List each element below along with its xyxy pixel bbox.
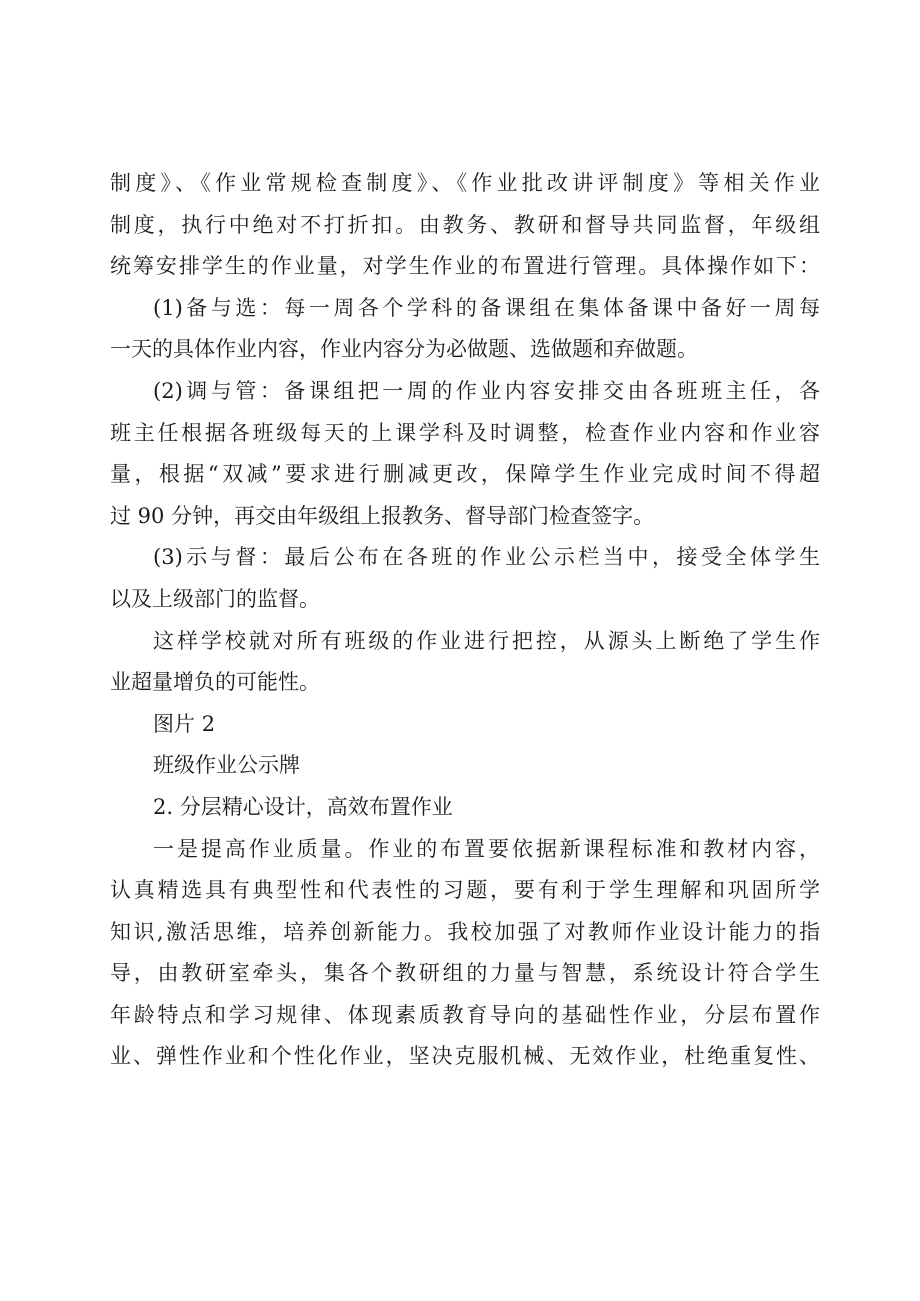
text-line: 这样学校就对所有班级的作业进行把控，从源头上断绝了学生作 [153,628,820,653]
text-line: 2. 分层精心设计，高效布置作业 [153,794,453,819]
text-line: 班主任根据各班级每天的上课学科及时调整，检查作业内容和作业容 [110,420,820,445]
text-line: 知识,激活思维，培养创新能力。我校加强了对教师作业设计能力的指 [110,919,820,944]
text-line: 认真精选具有典型性和代表性的习题，要有利于学生理解和巩固所学 [110,878,820,903]
document-body [110,163,820,1078]
text-line: (2)调与管：备课组把一周的作业内容安排交由各班班主任，各 [153,378,820,403]
text-line: 班级作业公示牌 [153,753,301,778]
text-line: 业超量增负的可能性。 [110,670,320,695]
text-line: 过 90 分钟，再交由年级组上报教务、督导部门检查签字。 [110,503,655,528]
text-line: 一是提高作业质量。作业的布置要依据新课程标准和教材内容， [153,836,820,861]
text-line: 制度，执行中绝对不打折扣。由教务、教研和督导共同监督，年级组 [110,212,820,237]
text-line: 量，根据“双减”要求进行删减更改，保障学生作业完成时间不得超 [110,462,820,487]
text-line: 一天的具体作业内容，作业内容分为必做题、选做题和弃做题。 [110,337,698,362]
text-line: 统筹安排学生的作业量，对学生作业的布置进行管理。具体操作如下： [110,254,820,279]
text-line: 导，由教研室牵头，集各个教研组的力量与智慧，系统设计符合学生 [110,961,820,986]
text-line: 业、弹性作业和个性化作业，坚决克服机械、无效作业，杜绝重复性、 [110,1044,820,1069]
text-line: (3)示与督：最后公布在各班的作业公示栏当中，接受全体学生 [153,545,820,570]
text-line: 以及上级部门的监督。 [110,586,320,611]
text-line: 制度》、《作业常规检查制度》、《作业批改讲评制度》等相关作业 [110,171,820,195]
text-line: 图片 2 [153,711,216,736]
text-line: (1)备与选：每一周各个学科的备课组在集体备课中备好一周每 [153,295,820,320]
text-line: 年龄特点和学习规律、体现素质教育导向的基础性作业，分层布置作 [110,1002,820,1027]
